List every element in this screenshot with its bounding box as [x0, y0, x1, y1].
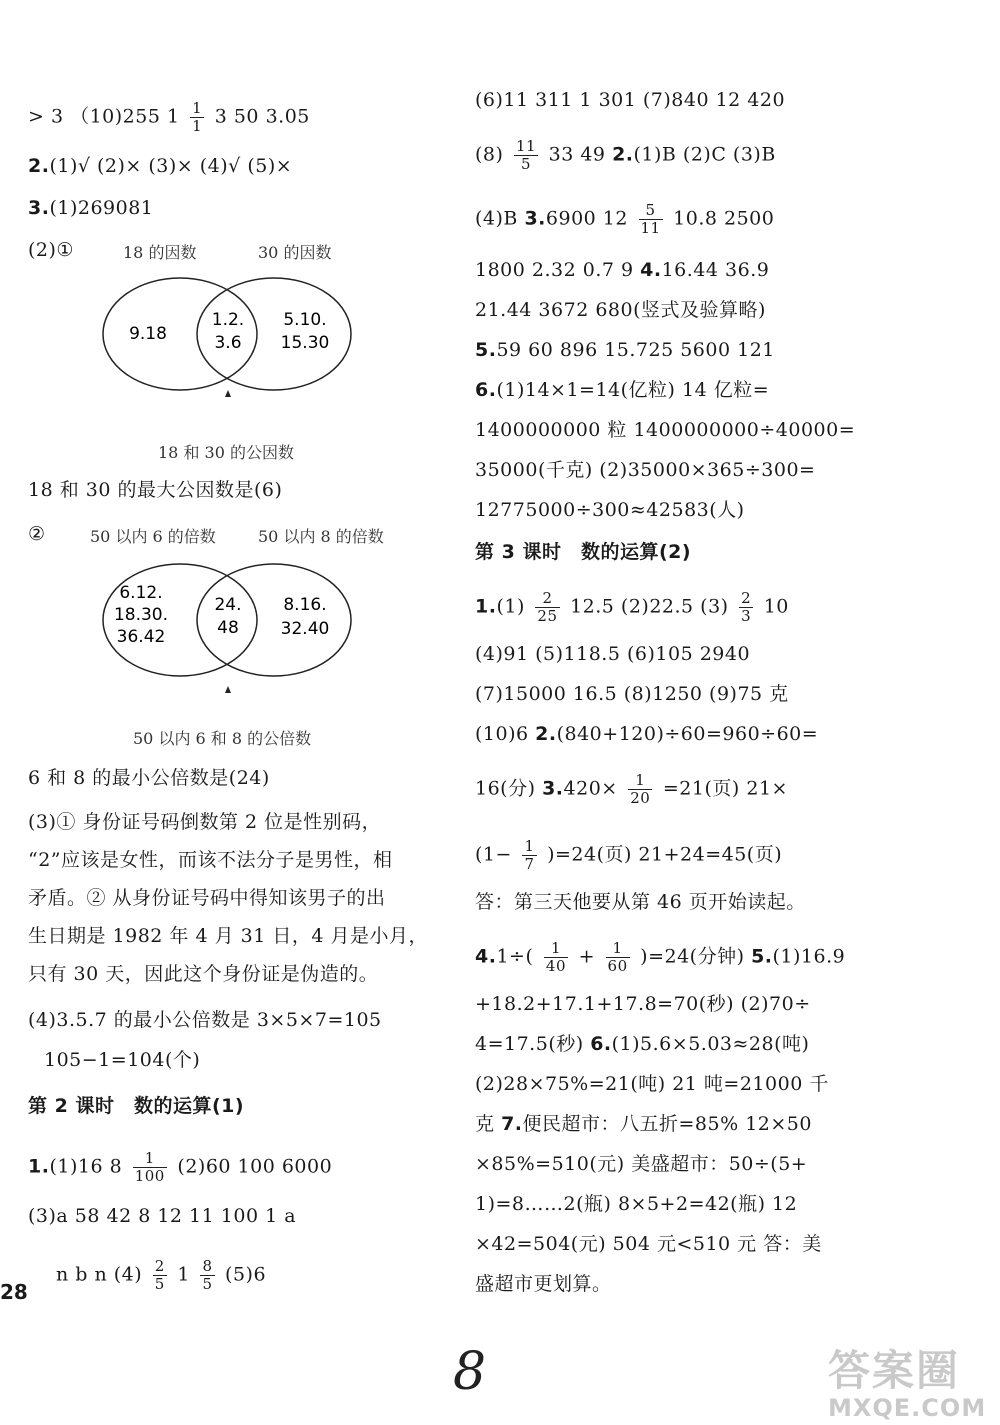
answer-line: (1− $\frac{1}{7}$ )=24(页) 21+24=45(页) — [475, 837, 783, 873]
answer-line: (4)3.5.7 的最小公倍数是 3×5×7=105 — [28, 1009, 382, 1031]
section-heading: 第 2 课时 数的运算(1) — [28, 1095, 245, 1117]
venn-label-b: 30 的因数 — [258, 243, 332, 262]
handwritten-mark: 8 — [453, 1342, 487, 1402]
answer-line: 5.59 60 896 15.725 5600 121 — [475, 339, 775, 361]
answer-line: (2)28×75%=21(吨) 21 吨=21000 千 — [475, 1073, 829, 1095]
answer-line: (3)① 身份证号码倒数第 2 位是性别码， — [28, 811, 382, 833]
answer-line: 4.1÷( $\frac{1}{40}$ + $\frac{1}{60}$ )=24(分钟) 5.(1)16.9 — [475, 939, 846, 975]
venn-right-text: 32.40 — [280, 619, 330, 639]
venn-mid-text: 24. — [214, 595, 242, 615]
answer-line: (6)11 311 1 301 (7)840 12 420 — [475, 89, 786, 111]
answer-line: 6 和 8 的最小公倍数是(24) — [28, 767, 270, 789]
answer-line: 35000(千克) (2)35000×365÷300= — [475, 459, 816, 481]
answer-line: “2”应该是女性，而该不法分子是男性，相 — [28, 849, 393, 871]
venn-left-text: 6.12. — [119, 583, 163, 603]
venn-heading: ② — [28, 523, 46, 545]
fraction: $\frac{1}{20}$ — [630, 771, 651, 807]
answer-line: 生日期是 1982 年 4 月 31 日，4 月是小月， — [28, 925, 428, 947]
answer-line: (10)6 2.(840+120)÷60=960÷60= — [475, 723, 819, 745]
answer-line: 12775000÷300≈42583(人) — [475, 499, 745, 521]
venn-right-text: 15.30 — [280, 333, 330, 353]
answer-line: 21.44 3672 680(竖式及验算略) — [475, 299, 766, 321]
venn-mid-text: 1.2. — [211, 310, 245, 330]
answer-line: ×42=504(元) 504 元<510 元 答：美 — [475, 1233, 822, 1255]
venn-left-text: 18.30. — [113, 605, 169, 625]
fraction: $\frac{1}{1}$ — [192, 99, 203, 135]
fraction: $\frac{8}{5}$ — [202, 1257, 213, 1293]
venn-right-text: 8.16. — [283, 595, 327, 615]
answer-line: +18.2+17.1+17.8=70(秒) (2)70÷ — [475, 993, 811, 1015]
answer-line: 1)=8……2(瓶) 8×5+2=42(瓶) 12 — [475, 1193, 798, 1215]
pointer-arrow — [225, 686, 231, 693]
watermark-logo: 答案圈 MXQE.COM — [828, 1346, 987, 1422]
answer-line: 3.(1)269081 — [28, 197, 154, 219]
answer-line: 2.(1)√ (2)× (3)× (4)√ (5)× — [28, 155, 293, 177]
answer-line: 只有 30 天，因此这个身份证是伪造的。 — [28, 963, 379, 985]
answer-line: (7)15000 16.5 (8)1250 (9)75 克 — [475, 683, 789, 705]
answer-line: 1.(1) $\frac{2}{25}$ 12.5 (2)22.5 (3) $\frac{2}{3}$ 10 — [475, 589, 789, 625]
venn-caption: 18 和 30 的公因数 — [158, 443, 294, 462]
venn-mid-text: 48 — [217, 618, 239, 638]
left-column — [28, 0, 498, 1425]
venn-diagram-multiples — [28, 558, 388, 698]
answer-line: 105−1=104(个) — [44, 1049, 201, 1071]
answer-line: 克 7.便民超市：八五折=85% 12×50 — [475, 1113, 812, 1135]
answer-line: (8) $\frac{11}{5}$ 33 49 2.(1)B (2)C (3)B — [475, 137, 776, 173]
page-number: 28 — [0, 1280, 28, 1304]
pointer-arrow — [225, 390, 231, 397]
answer-line: > 3 （10)255 1 $\frac{1}{1}$ 3 50 3.05 — [28, 99, 310, 135]
fraction: $\frac{2}{25}$ — [537, 589, 558, 625]
fraction: $\frac{2}{3}$ — [741, 589, 752, 625]
venn-label-b: 50 以内 8 的倍数 — [258, 527, 384, 546]
answer-line: 16(分) 3.420× $\frac{1}{20}$ =21(页) 21× — [475, 771, 788, 807]
fraction: $\frac{1}{40}$ — [545, 939, 567, 975]
answer-line: 1400000000 粒 1400000000÷40000= — [475, 419, 856, 441]
answer-line: 矛盾。② 从身份证号码中得知该男子的出 — [28, 887, 386, 909]
fraction: $\frac{1}{60}$ — [607, 939, 628, 975]
answer-line: (4)91 (5)118.5 (6)105 2940 — [475, 643, 751, 665]
section-heading: 第 3 课时 数的运算(2) — [475, 541, 692, 563]
answer-line: 答：第三天他要从第 46 页开始读起。 — [475, 891, 806, 913]
venn-label-a: 18 的因数 — [123, 243, 197, 262]
answer-line: 18 和 30 的最大公因数是(6) — [28, 479, 283, 501]
venn-left-text: 36.42 — [116, 627, 166, 647]
fraction: $\frac{1}{100}$ — [134, 1149, 165, 1185]
answer-line: 4=17.5(秒) 6.(1)5.6×5.03≈28(吨) — [475, 1033, 810, 1055]
answer-line: 盛超市更划算。 — [475, 1273, 612, 1295]
answer-line: 6.(1)14×1=14(亿粒) 14 亿粒= — [475, 379, 770, 401]
right-column — [475, 0, 975, 1425]
fraction: $\frac{2}{5}$ — [154, 1257, 165, 1293]
answer-line: 1800 2.32 0.7 9 4.16.44 36.9 — [475, 259, 770, 281]
fraction: $\frac{11}{5}$ — [515, 137, 537, 173]
venn-left-text: 9.18 — [129, 324, 167, 344]
fraction: $\frac{1}{7}$ — [524, 837, 535, 873]
venn-heading: (2)① — [28, 239, 74, 261]
answer-line: n b n (4) $\frac{2}{5}$ 1 $\frac{8}{5}$ (5)6 — [56, 1257, 267, 1293]
venn-label-a: 50 以内 6 的倍数 — [90, 527, 216, 546]
answer-line: ×85%=510(元) 美盛超市：50÷(5+ — [475, 1153, 808, 1175]
venn-diagram-factors — [28, 272, 388, 402]
answer-line: (3)a 58 42 8 12 11 100 1 a — [28, 1205, 297, 1227]
answer-line: (4)B 3.6900 12 $\frac{5}{11}$ 10.8 2500 — [475, 201, 775, 237]
answer-line: 1.(1)16 8 $\frac{1}{100}$ (2)60 100 6000 — [28, 1149, 333, 1185]
venn-right-text: 5.10. — [283, 310, 327, 330]
fraction: $\frac{5}{11}$ — [640, 201, 661, 237]
venn-mid-text: 3.6 — [214, 333, 242, 353]
venn-caption: 50 以内 6 和 8 的公倍数 — [133, 729, 312, 748]
